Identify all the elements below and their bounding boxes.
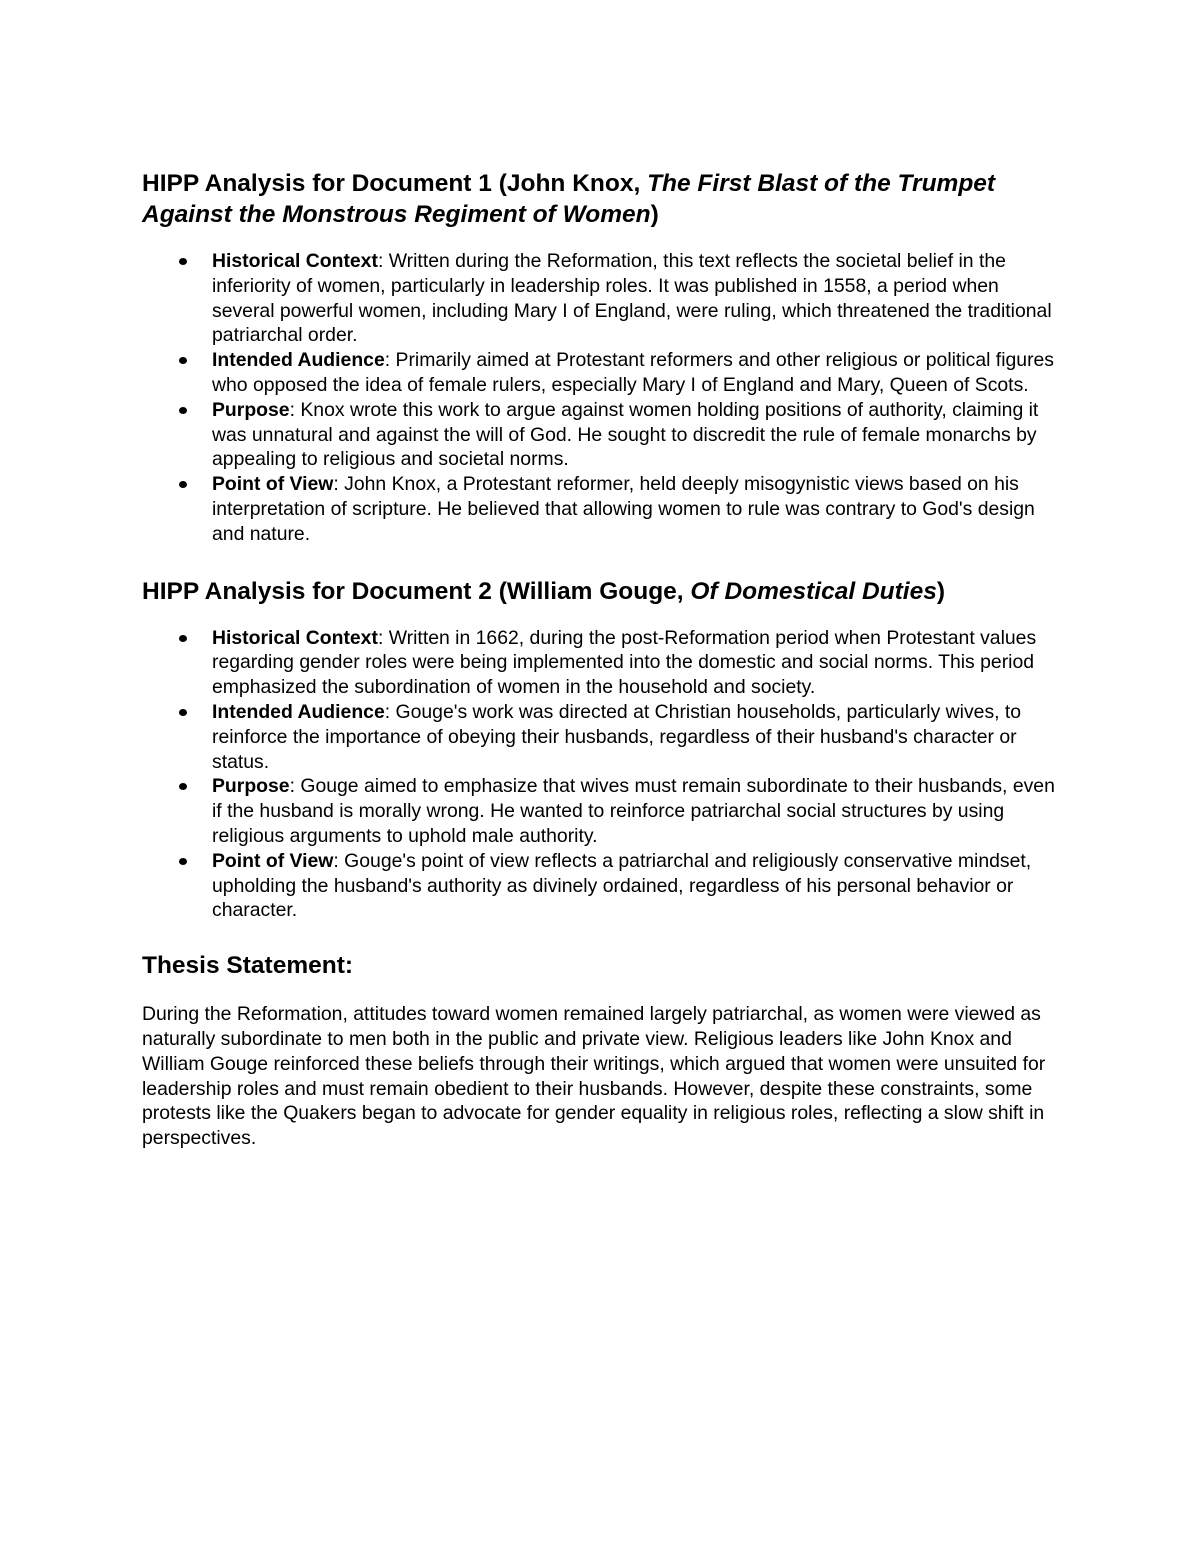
- doc2-item-term: Intended Audience: [212, 700, 385, 723]
- doc1-item-point-of-view: [142, 472, 1057, 546]
- doc1-heading: [142, 168, 1057, 230]
- doc1-item-text: : Written during the Reformation, this text reflects the societal belief in the inferiority of women, particularly in leadership roles. It was published in 1558, a period when several powerful women, including Mary I of England, were ruling, which threatened the traditional patriarchal order.: [212, 250, 1052, 347]
- doc2-item-intended-audience: [142, 700, 1057, 774]
- doc2-item-purpose: [142, 774, 1057, 848]
- bullet-icon: [179, 357, 187, 364]
- doc1-item-term: Purpose: [212, 398, 290, 421]
- doc2-item-term: Point of View: [212, 849, 334, 872]
- bullet-icon: [179, 635, 187, 642]
- bullet-icon: [179, 709, 187, 716]
- doc2-item-historical-context: [142, 626, 1057, 700]
- bullet-icon: [179, 481, 187, 488]
- doc2-item-term: Historical Context: [212, 626, 378, 649]
- doc2-heading-prefix: HIPP Analysis for Document 2 (William Gouge,: [142, 577, 691, 605]
- doc1-item-text: : Primarily aimed at Protestant reformers and other religious or political figures who opposed the idea of female rulers, especially Mary I of England and Mary, Queen of Scots.: [212, 349, 1055, 396]
- doc1-item-text: : Knox wrote this work to argue against women holding positions of authority, claiming it was unnatural and against the will of God. He sought to discredit the rule of female monarchs by appealing to religious and societal norms.: [212, 398, 1039, 471]
- doc1-item-text: : John Knox, a Protestant reformer, held deeply misogynistic views based on his interpretation of scripture. He believed that allowing women to rule was contrary to God's design and nature.: [212, 473, 1035, 545]
- doc1-heading-suffix: ): [650, 201, 659, 228]
- doc2-bullet-list: [142, 626, 1057, 924]
- bullet-icon: [179, 858, 187, 865]
- doc1-heading-title: The First Blast of the Trumpet Against the Monstrous Regiment of Women: [142, 170, 996, 228]
- doc2-heading-title: Of Domestical Duties: [690, 577, 937, 605]
- doc2-item-text: : Gouge aimed to emphasize that wives must remain subordinate to their husbands, even if the husband is morally wrong. He wanted to reinforce patriarchal social structures by using religious arguments to uphold male authority.: [212, 775, 1055, 847]
- bullet-icon: [179, 258, 187, 265]
- bullet-icon: [179, 407, 187, 414]
- doc1-item-term: Historical Context: [212, 250, 378, 272]
- bullet-icon: [179, 783, 187, 790]
- doc2-item-text: : Gouge's work was directed at Christian households, particularly wives, to reinforce the importance of obeying their husbands, regardless of their husband's character or status.: [212, 700, 1022, 773]
- doc1-item-intended-audience: [142, 348, 1057, 398]
- document-content: [142, 168, 1057, 1151]
- doc1-item-term: Intended Audience: [212, 349, 385, 372]
- doc1-item-purpose: [142, 398, 1057, 472]
- doc2-item-point-of-view: [142, 849, 1057, 923]
- doc2-item-text: : Gouge's point of view reflects a patriarchal and religiously conservative mindset, upholding the husband's authority as divinely ordained, regardless of his personal behavior or character.: [212, 849, 1032, 922]
- thesis-paragraph: During the Reformation, attitudes toward women remained largely patriarchal, as women were viewed as naturally subordinate to men both in the public and private view. Religious leaders like John Knox and William Gouge reinforced these beliefs through their writings, which argued that women were unsuited for leadership roles and must remain obedient to their husbands. However, despite these constraints, some protests like the Quakers began to advocate for gender equality in religious roles, reflecting a slow shift in perspectives.: [142, 1003, 1046, 1150]
- doc1-item-term: Point of View: [212, 473, 334, 496]
- doc2-item-term: Purpose: [212, 775, 290, 798]
- doc2-item-text: : Written in 1662, during the post-Reformation period when Protestant values regarding gender roles were being implemented into the domestic and social norms. This period emphasized the subordination of women in the household and society.: [212, 626, 1037, 699]
- doc2-heading: [142, 576, 1057, 607]
- doc1-heading-prefix: HIPP Analysis for Document 1 (John Knox,: [142, 170, 648, 197]
- doc2-heading-suffix: ): [936, 577, 946, 605]
- doc1-item-historical-context: [142, 249, 1057, 348]
- doc1-bullet-list: [142, 249, 1057, 547]
- thesis-heading: Thesis Statement:: [142, 952, 354, 980]
